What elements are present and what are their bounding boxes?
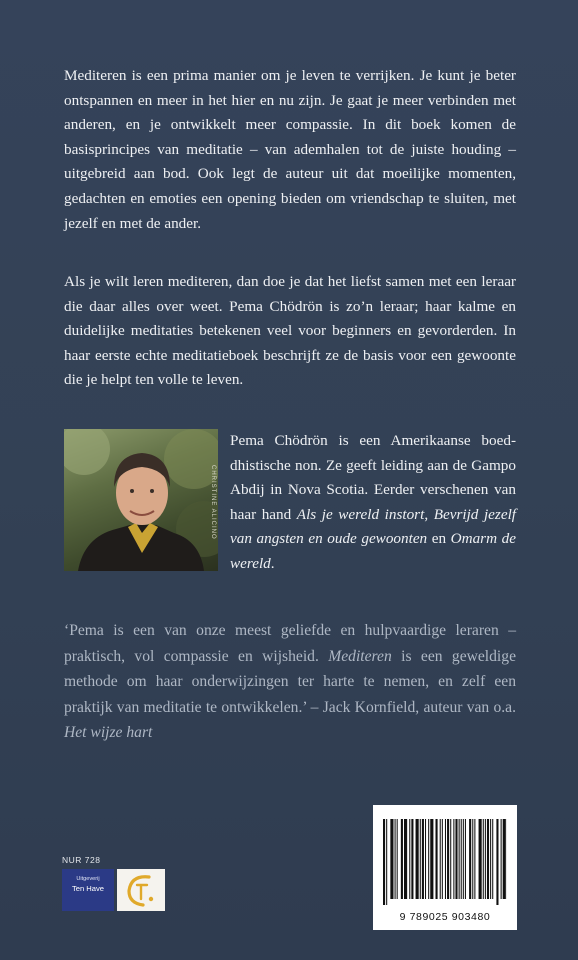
author-photo: [64, 429, 218, 571]
barcode: [373, 805, 517, 930]
imprint-logo-icon: [117, 869, 165, 911]
publisher-logo: [62, 869, 114, 911]
bio-end: .: [270, 554, 275, 572]
blurb-paragraph-2: Als je wilt leren mediteren, dan doe je dat het liefst samen met een leraar die daar alles over weet. Pema Chödrön is zo’n leraar; haar kalme en duidelijke meditaties betekenen veel voor beginners en gevorderden. In haar eerste echte meditatieboek beschrijft ze de basis voor een gewoonte die je helpt ten volle te leven.: [64, 273, 516, 389]
author-bio: [230, 429, 516, 577]
bio-book-2: Bevrijd jezelf van angsten en oude gewoonten: [230, 505, 517, 548]
publisher-line-2: Ten Have: [71, 884, 105, 893]
publisher-line-1: Uitgeverij: [76, 876, 100, 882]
bio-sep-2: en: [427, 530, 451, 548]
nur-code: NUR 728: [62, 855, 101, 865]
quote-part-1: ‘Pema is een van onze meest geliefde en hulpvaardige leraren – praktisch, vol compassie en wijsheid.: [64, 622, 516, 665]
bio-book-3: Omarm de wereld: [230, 530, 516, 572]
isbn-number: 9 789025 903480: [399, 911, 491, 923]
endorsement-quote: [64, 618, 516, 746]
quote-title-2: Het wijze hart: [64, 724, 153, 742]
bio-text: Pema Chödrön is een Amerikaanse boeddhistische non. Ze geeft leiding aan de Gampo Abdij in Nova Scotia. Eerder verschenen van haar hand: [230, 432, 516, 523]
bio-sep-1: ,: [424, 505, 434, 523]
blurb-paragraph-1: Mediteren is een prima manier om je leven te verrijken. Je kunt je beter ontspannen en meer in het hier en nu zijn. Je gaat je meer verbinden met anderen, en je ontwikkelt meer compassie. In dit boek komen de basisprincipes van meditatie – van ademhalen tot de juiste houding – uitgebreid aan bod. Ook legt de auteur uit dat moeilijke momenten, gedachten en emoties een opening bieden om vriendschap te sluiten, met jezelf en met de ander.: [64, 67, 516, 232]
barcode-bars: [383, 819, 507, 905]
bio-book-1: Als je wereld instort: [296, 505, 425, 523]
photo-credit: CHRISTINE ALICINO: [210, 464, 216, 540]
quote-title-1: Mediteren: [328, 647, 392, 665]
quote-part-2: is een geweldige methode om haar onderwijzingen ter harte te nemen, en zelf een praktijk van meditatie te ontwikkelen.’ – Jack Kornfield, auteur van o.a.: [64, 647, 516, 716]
